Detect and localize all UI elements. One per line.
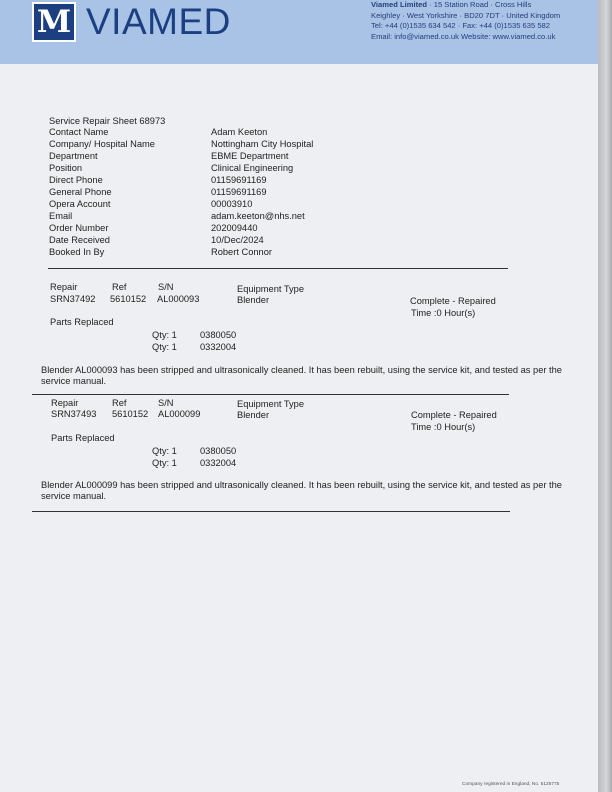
part-code: 0332004: [200, 458, 237, 468]
field-value: 01159691169: [211, 187, 267, 197]
ref-number: 5610152: [110, 294, 147, 304]
part-code: 0332004: [200, 342, 237, 352]
letterhead: [0, 0, 598, 64]
brand-name: VIAMED: [86, 1, 231, 42]
scan-background-edge: [598, 0, 612, 792]
field-label: Email: [49, 211, 73, 221]
serial-number: AL000093: [157, 294, 200, 304]
part-qty: Qty: 1: [152, 458, 177, 468]
repair-description: Blender AL000099 has been stripped and ultrasonically cleaned. It has been rebuilt, using the service kit, and tested as per the service manual.: [41, 480, 562, 501]
equipment-header: Equipment Type: [237, 399, 305, 409]
field-label: Company/ Hospital Name: [49, 139, 155, 149]
repair-status: Complete - Repaired: [410, 296, 496, 306]
ref-header: Ref: [112, 282, 127, 292]
field-label: Order Number: [49, 223, 109, 233]
repair-time: Time :0 Hour(s): [411, 308, 476, 318]
part-qty: Qty: 1: [152, 330, 177, 340]
repair-description: Blender AL000093 has been stripped and ultrasonically cleaned. It has been rebuilt, using the service kit, and tested as per the service manual.: [41, 365, 562, 386]
field-value: 202009440: [211, 223, 258, 233]
equipment-type: Blender: [237, 410, 270, 420]
field-value: Adam Keeton: [211, 127, 268, 137]
field-value: EBME Department: [211, 151, 289, 161]
repair-number: SRN37493: [51, 409, 97, 419]
field-label: Date Received: [49, 235, 110, 245]
company-registration: Company registered in England, No. 5125775: [462, 782, 560, 787]
parts-replaced-label: Parts Replaced: [51, 433, 115, 443]
field-label: Direct Phone: [49, 175, 103, 185]
divider: [32, 511, 510, 512]
field-value: adam.keeton@nhs.net: [211, 211, 305, 221]
repair-time: Time :0 Hour(s): [411, 422, 476, 432]
equipment-type: Blender: [237, 295, 270, 305]
parts-replaced-label: Parts Replaced: [50, 317, 114, 327]
repair-status: Complete - Repaired: [411, 410, 497, 420]
field-label: Booked In By: [49, 247, 105, 257]
company-name: Viamed Limited: [371, 0, 427, 9]
repair-number: SRN37492: [50, 294, 96, 304]
field-label: General Phone: [49, 187, 112, 197]
part-qty: Qty: 1: [152, 446, 177, 456]
field-value: 01159691169: [211, 175, 267, 185]
sheet-title-text: Service Repair Sheet 68973: [49, 116, 166, 126]
equipment-header: Equipment Type: [237, 284, 305, 294]
field-value: 00003910: [211, 199, 253, 209]
part-qty: Qty: 1: [152, 342, 177, 352]
field-label: Contact Name: [49, 127, 109, 137]
divider: [48, 268, 508, 269]
serial-number: AL000099: [158, 409, 201, 419]
viamed-logo-icon: M: [32, 2, 76, 42]
contact-line: Tel: +44 (0)1535 634 542 · Fax: +44 (0)1535 635 582: [371, 21, 551, 31]
field-label: Department: [49, 151, 98, 161]
repair-header: Repair: [50, 282, 78, 292]
field-value: Robert Connor: [211, 247, 272, 257]
repair-header: Repair: [51, 398, 79, 408]
ref-number: 5610152: [112, 409, 149, 419]
address-line-1: · 15 Station Road · Cross Hills: [427, 0, 532, 9]
divider: [32, 394, 509, 395]
field-label: Opera Account: [49, 199, 111, 209]
field-value: Nottingham City Hospital: [211, 139, 314, 149]
field-label: Position: [49, 163, 83, 173]
field-value: Clinical Engineering: [211, 163, 294, 173]
sn-header: S/N: [158, 398, 174, 408]
web-line: Email: info@viamed.co.uk Website: www.viamed.co.uk: [371, 31, 556, 41]
ref-header: Ref: [112, 398, 127, 408]
sn-header: S/N: [158, 282, 174, 292]
part-code: 0380050: [200, 446, 237, 456]
address-line-2: Keighley · West Yorkshire · BD20 7DT · United Kingdom: [371, 10, 561, 20]
field-value: 10/Dec/2024: [211, 235, 264, 245]
company-address: [371, 0, 597, 42]
part-code: 0380050: [200, 330, 237, 340]
